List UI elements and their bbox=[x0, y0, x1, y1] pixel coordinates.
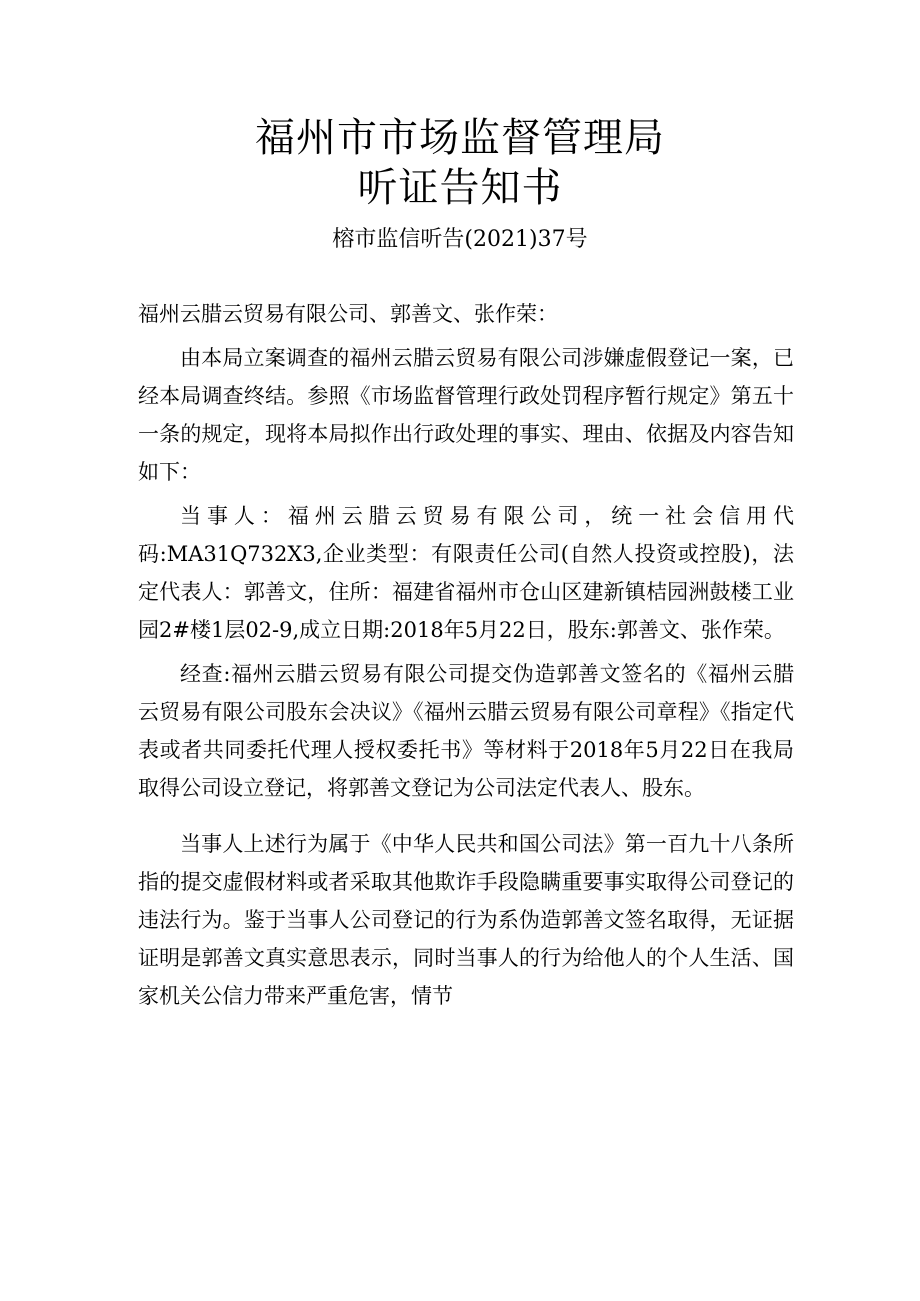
document-body bbox=[138, 295, 794, 1021]
paragraph-party: 当事人：福州云腊云贸易有限公司，统一社会信用代码:MA31Q732X3,企业类型：有限责任公司(自然人投资或控股)，法定代表人：郭善文，住所：福建省福州市仓山区建新镇桔园洲鼓楼工业园2#楼1层02-9,成立日期:2018年5月22日，股东:郭善文、张作荣。 bbox=[138, 504, 794, 642]
paragraph-findings: 经查:福州云腊云贸易有限公司提交伪造郭善文签名的《福州云腊云贸易有限公司股东会决议》《福州云腊云贸易有限公司章程》《指定代表或者共同委托代理人授权委托书》等材料于2018年5月22日在我局取得公司设立登记，将郭善文登记为公司法定代表人、股东。 bbox=[138, 662, 794, 800]
paragraph-intro: 由本局立案调查的福州云腊云贸易有限公司涉嫌虚假登记一案，已经本局调查终结。参照《市场监督管理行政处罚程序暂行规定》第五十一条的规定，现将本局拟作出行政处理的事实、理由、依据及内容告知如下： bbox=[138, 346, 794, 484]
document-title-line2: 听证告知书 bbox=[357, 165, 563, 211]
addressee: 福州云腊云贸易有限公司、郭善文、张作荣： bbox=[138, 302, 558, 326]
document-number: 榕市监信听告(2021)37号 bbox=[332, 227, 588, 252]
document-title-line1: 福州市市场监督管理局 bbox=[255, 115, 665, 161]
paragraph-violation: 当事人上述行为属于《中华人民共和国公司法》第一百九十八条所指的提交虚假材料或者采取其他欺诈手段隐瞒重要事实取得公司登记的违法行为。鉴于当事人公司登记的行为系伪造郭善文签名取得，无证据证明是郭善文真实意思表示，同时当事人的行为给他人的个人生活、国家机关公信力带来严重危害，情节 bbox=[138, 832, 794, 1008]
